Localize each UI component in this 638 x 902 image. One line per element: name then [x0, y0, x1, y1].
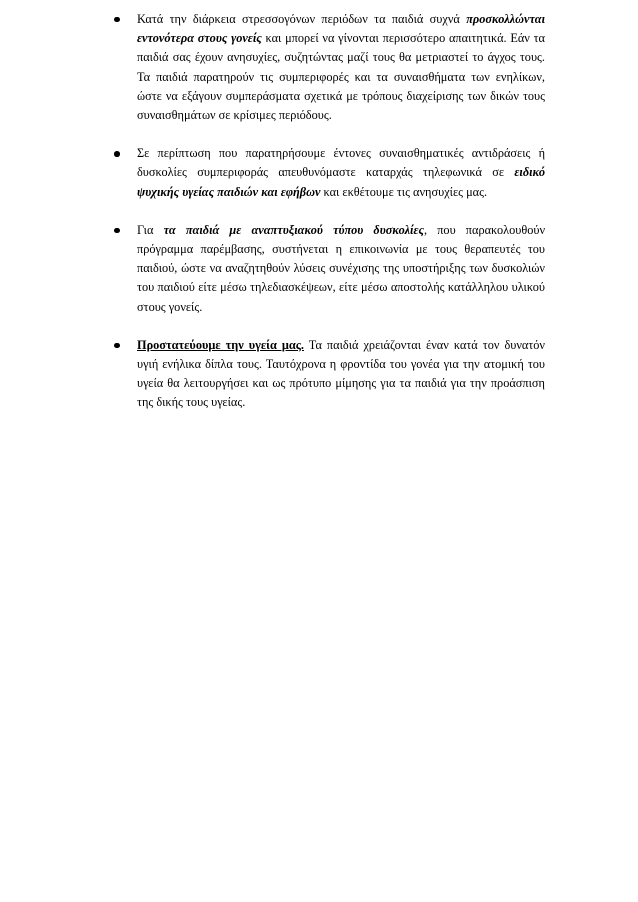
- emphasis-text: ειδικό ψυχικής υγείας παιδιών και εφήβων: [137, 165, 545, 199]
- paragraph: [137, 146, 545, 198]
- list-item: [113, 221, 545, 317]
- bullet-icon: [113, 10, 121, 29]
- list-item: [113, 10, 545, 125]
- emphasis-text: προσκολλώνται εντονότερα στους γονείς: [137, 12, 545, 46]
- paragraph-text: , που παρακολουθούν πρόγραμμα παρέμβασης, συστήνεται η επικοινωνία με τους θεραπευτές του παιδιού, ώστε να αναζητηθούν λύσεις συνέχισης της υποστήριξης των δυσκολιών του παιδιού είτε μέσω τηλεδιασκέψεων, είτε μέσω αποστολής κατάλληλου υλικού στους γονείς.: [137, 222, 545, 314]
- paragraph-text: Για: [137, 222, 164, 237]
- paragraph-text: και εκθέτουμε τις ανησυχίες μας.: [320, 184, 488, 199]
- emphasis-text: τα παιδιά με αναπτυξιακού τύπου δυσκολίες: [163, 222, 424, 237]
- paragraph-text: Τα παιδιά χρειάζονται έναν κατά τον δυνατόν υγιή ενήλικα δίπλα τους. Ταυτόχρονα η φροντίδα του γονέα για την ατομική του υγεία θα λειτουργήσει και ως πρότυπο μίμησης για τα παιδιά για την προάσπιση της δικής τους υγείας.: [137, 337, 545, 410]
- bullet-list: [113, 10, 545, 432]
- paragraph-text: Σε περίπτωση που παρατηρήσουμε έντονες συναισθηματικές αντιδράσεις ή δυσκολίες συμπεριφοράς απευθυνόμαστε καταρχάς τηλεφωνικά σε: [137, 146, 545, 180]
- list-item: [113, 336, 545, 413]
- paragraph-text: Κατά την διάρκεια στρεσσογόνων περιόδων τα παιδιά συχνά: [137, 12, 467, 26]
- bullet-icon: [113, 336, 121, 355]
- bullet-icon: [113, 144, 121, 163]
- paragraph: [137, 338, 545, 410]
- bullet-icon: [113, 221, 121, 240]
- paragraph-text: και μπορεί να γίνονται περισσότερο απαιτητικά. Εάν τα παιδιά σας έχουν ανησυχίες, συζητώντας μαζί τους θα μετριαστεί το άγχος τους. Τα παιδιά παρατηρούν τις συμπεριφορές και τα συναισθήματα των ενηλίκων, ώστε να εξάγουν συμπεράσματα σχετικά με τρόπους διαχείρισης των δικών τους συναισθημάτων σε κρίσιμες περιόδους.: [137, 31, 546, 123]
- emphasis-text: Προστατεύουμε την υγεία μας.: [137, 337, 304, 352]
- list-item: [113, 144, 545, 202]
- paragraph: [137, 12, 545, 122]
- paragraph: [137, 223, 545, 314]
